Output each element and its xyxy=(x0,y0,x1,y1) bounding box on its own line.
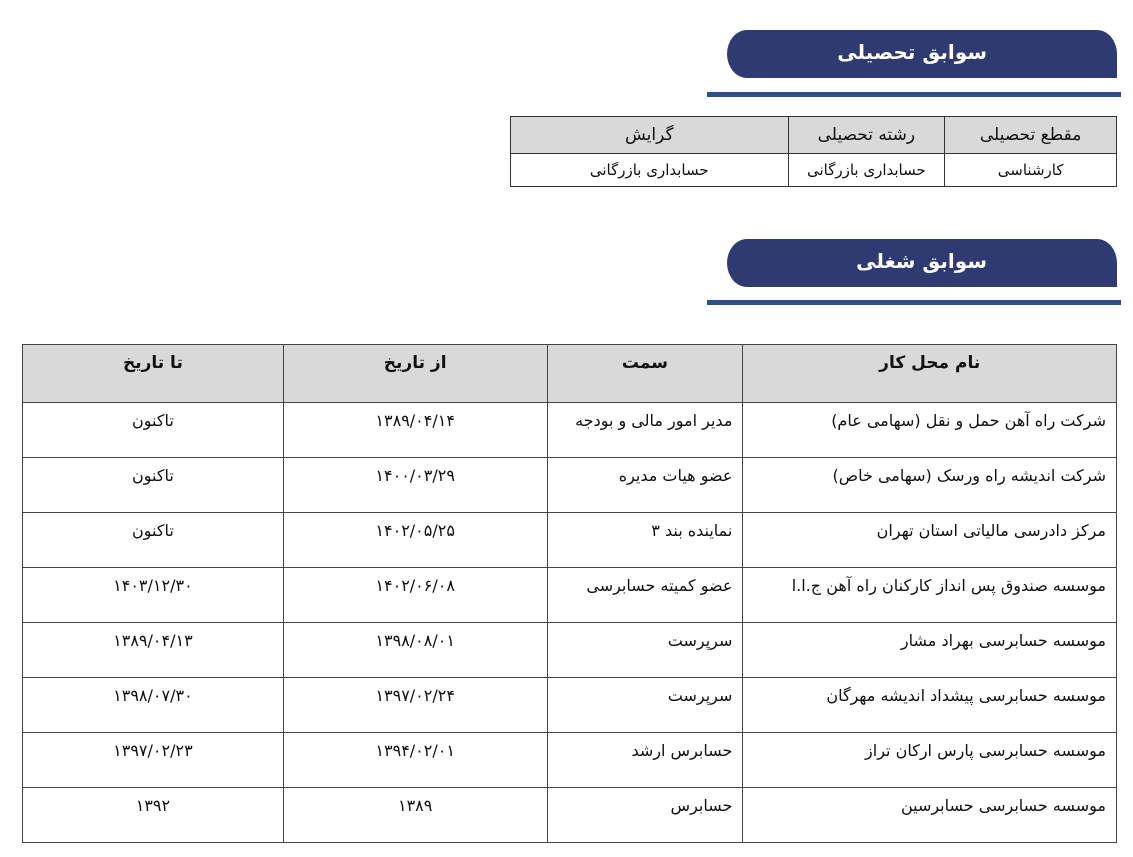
table-row xyxy=(23,513,1117,568)
jobs-header-workplace: نام محل کار xyxy=(743,345,1117,403)
to-date-cell: ۱۴۰۳/۱۲/۳۰ xyxy=(23,568,284,623)
table-row xyxy=(23,788,1117,843)
education-header-specialization: گرایش xyxy=(511,117,789,154)
jobs-header-row xyxy=(23,345,1117,403)
table-row xyxy=(23,733,1117,788)
to-date-cell: ۱۳۹۷/۰۲/۲۳ xyxy=(23,733,284,788)
table-row xyxy=(23,678,1117,733)
jobs-header-from-date: از تاریخ xyxy=(283,345,547,403)
to-date-cell: تاکنون xyxy=(23,513,284,568)
table-row xyxy=(23,568,1117,623)
jobs-header-position: سمت xyxy=(547,345,743,403)
workplace-cell: موسسه حسابرسی حسابرسین xyxy=(743,788,1117,843)
from-date-cell: ۱۳۸۹/۰۴/۱۴ xyxy=(283,403,547,458)
education-table xyxy=(510,116,1117,187)
jobs-section-title: سوابق شغلی xyxy=(856,249,987,273)
education-degree-cell: کارشناسی xyxy=(945,154,1117,187)
position-cell: سرپرست xyxy=(547,623,743,678)
table-row xyxy=(23,403,1117,458)
education-section-tab xyxy=(727,30,1117,78)
jobs-section-rule xyxy=(707,300,1121,305)
position-cell: حسابرس ارشد xyxy=(547,733,743,788)
education-header-row xyxy=(511,117,1117,154)
from-date-cell: ۱۴۰۲/۰۵/۲۵ xyxy=(283,513,547,568)
workplace-cell: مرکز دادرسی مالیاتی استان تهران xyxy=(743,513,1117,568)
from-date-cell: ۱۳۸۹ xyxy=(283,788,547,843)
workplace-cell: شرکت اندیشه راه ورسک (سهامی خاص) xyxy=(743,458,1117,513)
position-cell: عضو هیات مدیره xyxy=(547,458,743,513)
from-date-cell: ۱۳۹۴/۰۲/۰۱ xyxy=(283,733,547,788)
education-section-title: سوابق تحصیلی xyxy=(837,40,987,64)
position-cell: مدیر امور مالی و بودجه xyxy=(547,403,743,458)
to-date-cell: تاکنون xyxy=(23,458,284,513)
jobs-table xyxy=(22,344,1117,843)
position-cell: نماینده بند ۳ xyxy=(547,513,743,568)
position-cell: سرپرست xyxy=(547,678,743,733)
position-cell: حسابرس xyxy=(547,788,743,843)
from-date-cell: ۱۴۰۲/۰۶/۰۸ xyxy=(283,568,547,623)
to-date-cell: ۱۳۹۲ xyxy=(23,788,284,843)
from-date-cell: ۱۳۹۸/۰۸/۰۱ xyxy=(283,623,547,678)
workplace-cell: شرکت راه آهن حمل و نقل (سهامی عام) xyxy=(743,403,1117,458)
education-field-cell: حسابداری بازرگانی xyxy=(788,154,945,187)
workplace-cell: موسسه صندوق پس انداز کارکنان راه آهن ج.ا.ا xyxy=(743,568,1117,623)
table-row xyxy=(23,623,1117,678)
jobs-header-to-date: تا تاریخ xyxy=(23,345,284,403)
position-cell: عضو کمیته حسابرسی xyxy=(547,568,743,623)
workplace-cell: موسسه حسابرسی پارس ارکان تراز xyxy=(743,733,1117,788)
education-section-rule xyxy=(707,92,1121,97)
jobs-section-tab xyxy=(727,239,1117,287)
education-header-degree: مقطع تحصیلی xyxy=(945,117,1117,154)
from-date-cell: ۱۳۹۷/۰۲/۲۴ xyxy=(283,678,547,733)
to-date-cell: ۱۳۹۸/۰۷/۳۰ xyxy=(23,678,284,733)
to-date-cell: تاکنون xyxy=(23,403,284,458)
workplace-cell: موسسه حسابرسی پیشداد اندیشه مهرگان xyxy=(743,678,1117,733)
education-header-field: رشته تحصیلی xyxy=(788,117,945,154)
to-date-cell: ۱۳۸۹/۰۴/۱۳ xyxy=(23,623,284,678)
from-date-cell: ۱۴۰۰/۰۳/۲۹ xyxy=(283,458,547,513)
table-row xyxy=(23,458,1117,513)
table-row xyxy=(511,154,1117,187)
workplace-cell: موسسه حسابرسی بهراد مشار xyxy=(743,623,1117,678)
education-specialization-cell: حسابداری بازرگانی xyxy=(511,154,789,187)
